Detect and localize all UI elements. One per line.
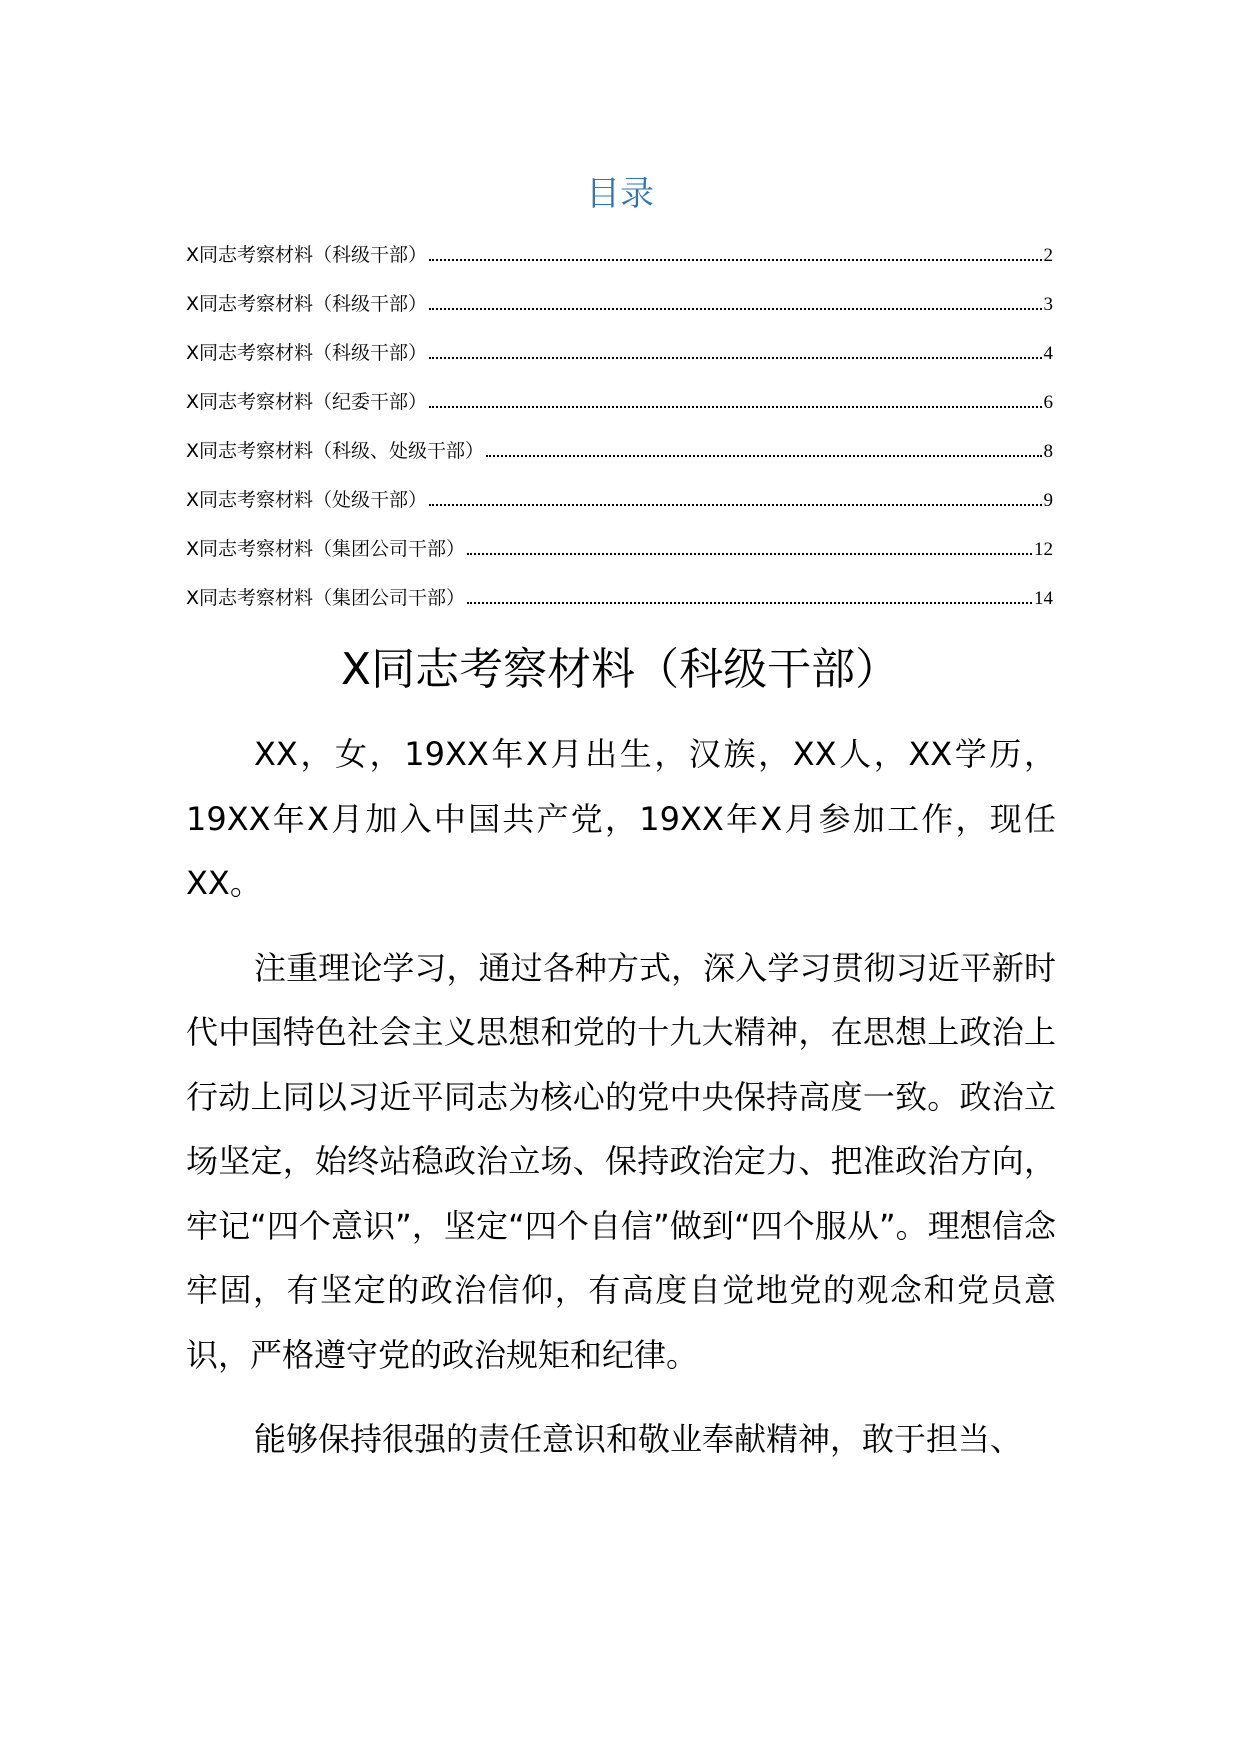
body-paragraph: 注重理论学习，通过各种方式，深入学习贯彻习近平新时代中国特色社会主义思想和党的十九大精神，在思想上政治上行动上同以习近平同志为核心的党中央保持高度一致。政治立场坚定，始终站稳政治立场、保持政治定力、把准政治方向，牢记“四个意识”，坚定“四个自信”做到“四个服从”。理想信念牢固，有坚定的政治信仰，有高度自觉地党的观念和党员意识，严格遵守党的政治规矩和纪律。 bbox=[186, 948, 1056, 1374]
toc-entry-page: 14 bbox=[1034, 588, 1053, 609]
toc-entry-page: 6 bbox=[1043, 392, 1053, 413]
toc-entry[interactable] bbox=[186, 485, 1053, 534]
toc-entry-label: X同志考察材料（科级干部） bbox=[186, 293, 428, 315]
toc-entry-page: 9 bbox=[1043, 490, 1053, 511]
toc-entry[interactable] bbox=[186, 289, 1053, 338]
toc-entry-page: 12 bbox=[1034, 539, 1053, 560]
toc-entry[interactable] bbox=[186, 387, 1053, 436]
toc-entry-label: X同志考察材料（集团公司干部） bbox=[186, 587, 466, 609]
toc-entry-page: 4 bbox=[1043, 343, 1053, 364]
toc-entry-page: 3 bbox=[1043, 294, 1053, 315]
toc-dot-leader bbox=[486, 454, 1041, 457]
toc-entry-page: 8 bbox=[1043, 441, 1053, 462]
document-title: X同志考察材料（科级干部） bbox=[340, 644, 900, 695]
toc-heading: 目录 bbox=[586, 174, 654, 214]
body-paragraph: 能够保持很强的责任意识和敬业奉献精神，敢于担当、 bbox=[254, 1420, 1023, 1458]
toc-entry-label: X同志考察材料（科级、处级干部） bbox=[186, 440, 485, 462]
toc-entry[interactable] bbox=[186, 240, 1053, 289]
toc-dot-leader bbox=[429, 503, 1041, 506]
toc-entry-label: X同志考察材料（科级干部） bbox=[186, 244, 428, 266]
toc-dot-leader bbox=[429, 258, 1041, 261]
table-of-contents bbox=[186, 240, 1053, 632]
toc-dot-leader bbox=[429, 405, 1041, 408]
toc-entry[interactable] bbox=[186, 583, 1053, 632]
toc-entry-label: X同志考察材料（纪委干部） bbox=[186, 391, 428, 413]
toc-entry-label: X同志考察材料（集团公司干部） bbox=[186, 538, 466, 560]
toc-dot-leader bbox=[467, 552, 1032, 555]
toc-dot-leader bbox=[467, 601, 1032, 604]
toc-entry-label: X同志考察材料（科级干部） bbox=[186, 342, 428, 364]
toc-entry-page: 2 bbox=[1043, 245, 1053, 266]
toc-entry[interactable] bbox=[186, 534, 1053, 583]
toc-entry[interactable] bbox=[186, 436, 1053, 485]
toc-dot-leader bbox=[429, 356, 1041, 359]
toc-entry[interactable] bbox=[186, 338, 1053, 387]
toc-dot-leader bbox=[429, 307, 1041, 310]
toc-entry-label: X同志考察材料（处级干部） bbox=[186, 489, 428, 511]
document-body bbox=[186, 722, 1056, 1492]
body-paragraph: XX，女，19XX年X月出生，汉族，XX人，XX学历，19XX年X月加入中国共产党，19XX年X月参加工作，现任XX。 bbox=[186, 735, 1056, 902]
